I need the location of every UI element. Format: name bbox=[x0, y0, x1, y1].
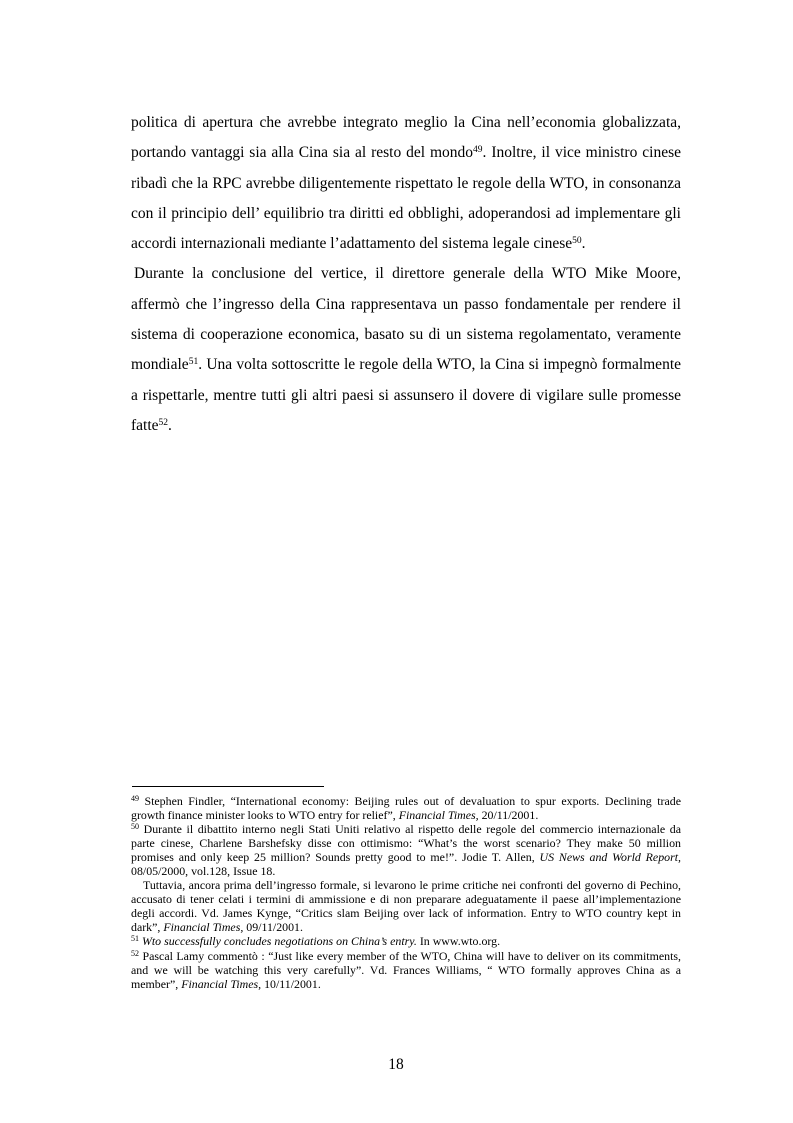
footnote-separator bbox=[132, 786, 324, 787]
main-text bbox=[131, 108, 681, 441]
source-title: US News and World Report, bbox=[539, 850, 681, 865]
footnote-52: $^{52}$ Pascal Lamy commentò : “Just like every member of the WTO, China will have to deliver on its commitments, and we will be watching this very carefully”. Vd. Frances Williams, “ WTO formally approves China as a member”, Financial Times, 10/11/2001. bbox=[131, 948, 681, 991]
paragraph: politica di apertura che avrebbe integrato meglio la Cina nell’economia globalizzata, portando vantaggi sia alla Cina sia al resto del mondo$^{49}$. Inoltre, il vice ministro cinese ribadì che la RPC avrebbe diligentemente rispettato le regole della WTO, in consonanza con il principio dell’ equilibrio tra diritti ed obblighi, adoperandosi ad implementare gli accordi internazionali mediante l’adattamento del sistema legale cinese$^{50}$. bbox=[131, 114, 681, 253]
footnote-49: $^{49}$ Stephen Findler, “International economy: Beijing rules out of devaluation to spur exports. Declining trade growth finance minister looks to WTO entry for relief”, Financial Times, 20/11/2001. bbox=[131, 794, 681, 823]
paragraph: Durante la conclusione del vertice, il direttore generale della WTO Mike Moore, affermò che l’ingresso della Cina rappresentava un passo fondamentale per rendere il sistema di cooperazione economica, basato su di un sistema regolamentato, veramente mondiale$^{51}$. Una volta sottoscritte le regole della WTO, la Cina si impegnò formalmente a rispettarle, mentre tutti gli altri paesi si assunsero il dovere di vigilare sulle promesse fatte$^{52}$. bbox=[131, 265, 681, 434]
page-number: 18 bbox=[388, 1056, 404, 1073]
footnote-ref[interactable]: 50 bbox=[572, 236, 582, 247]
footnote-ref[interactable]: 49 bbox=[473, 145, 483, 156]
footnotes bbox=[131, 794, 681, 991]
footnote-number: 52 bbox=[131, 948, 139, 958]
source-title: Financial Times, bbox=[163, 920, 244, 935]
footnote-50: $^{50}$ Durante il dibattito interno negli Stati Uniti relativo al rispetto delle regole del commercio internazionale da parte cinese, Charlene Barshefsky disse con ottimismo: “What’s the worst scenario? They make 50 million promises and only keep 25 million? Sounds pretty good to me!”. Jodie T. Allen, US News and World Report, 08/05/2000, vol.128, Issue 18. bbox=[131, 822, 681, 879]
source-title: Financial Times, bbox=[181, 976, 262, 991]
source-title: Financial Times, bbox=[398, 808, 479, 823]
footnote-number: 50 bbox=[131, 822, 139, 832]
footnote-51: $^{51}$ Wto successfully concludes negotiations on China’s entry. In www.wto.org. bbox=[131, 934, 501, 949]
footnote-50-continuation: Tuttavia, ancora prima dell’ingresso formale, si levarono le prime critiche nei confronti del governo di Pechino, accusato di tener celati i termini di ammissione e di non preparare adeguatamente il paese all’implementazione degli accordi. Vd. James Kynge, “Critics slam Beijing over lack of information. Entry to WTO country kept in dark”, Financial Times, 09/11/2001. bbox=[131, 878, 681, 935]
source-title: Wto successfully concludes negotiations on China’s entry. bbox=[139, 934, 417, 949]
footnote-ref[interactable]: 52 bbox=[158, 417, 169, 428]
footnote-number: 51 bbox=[131, 934, 139, 944]
footnote-ref[interactable]: 51 bbox=[188, 357, 199, 368]
footnote-number: 49 bbox=[131, 794, 139, 803]
